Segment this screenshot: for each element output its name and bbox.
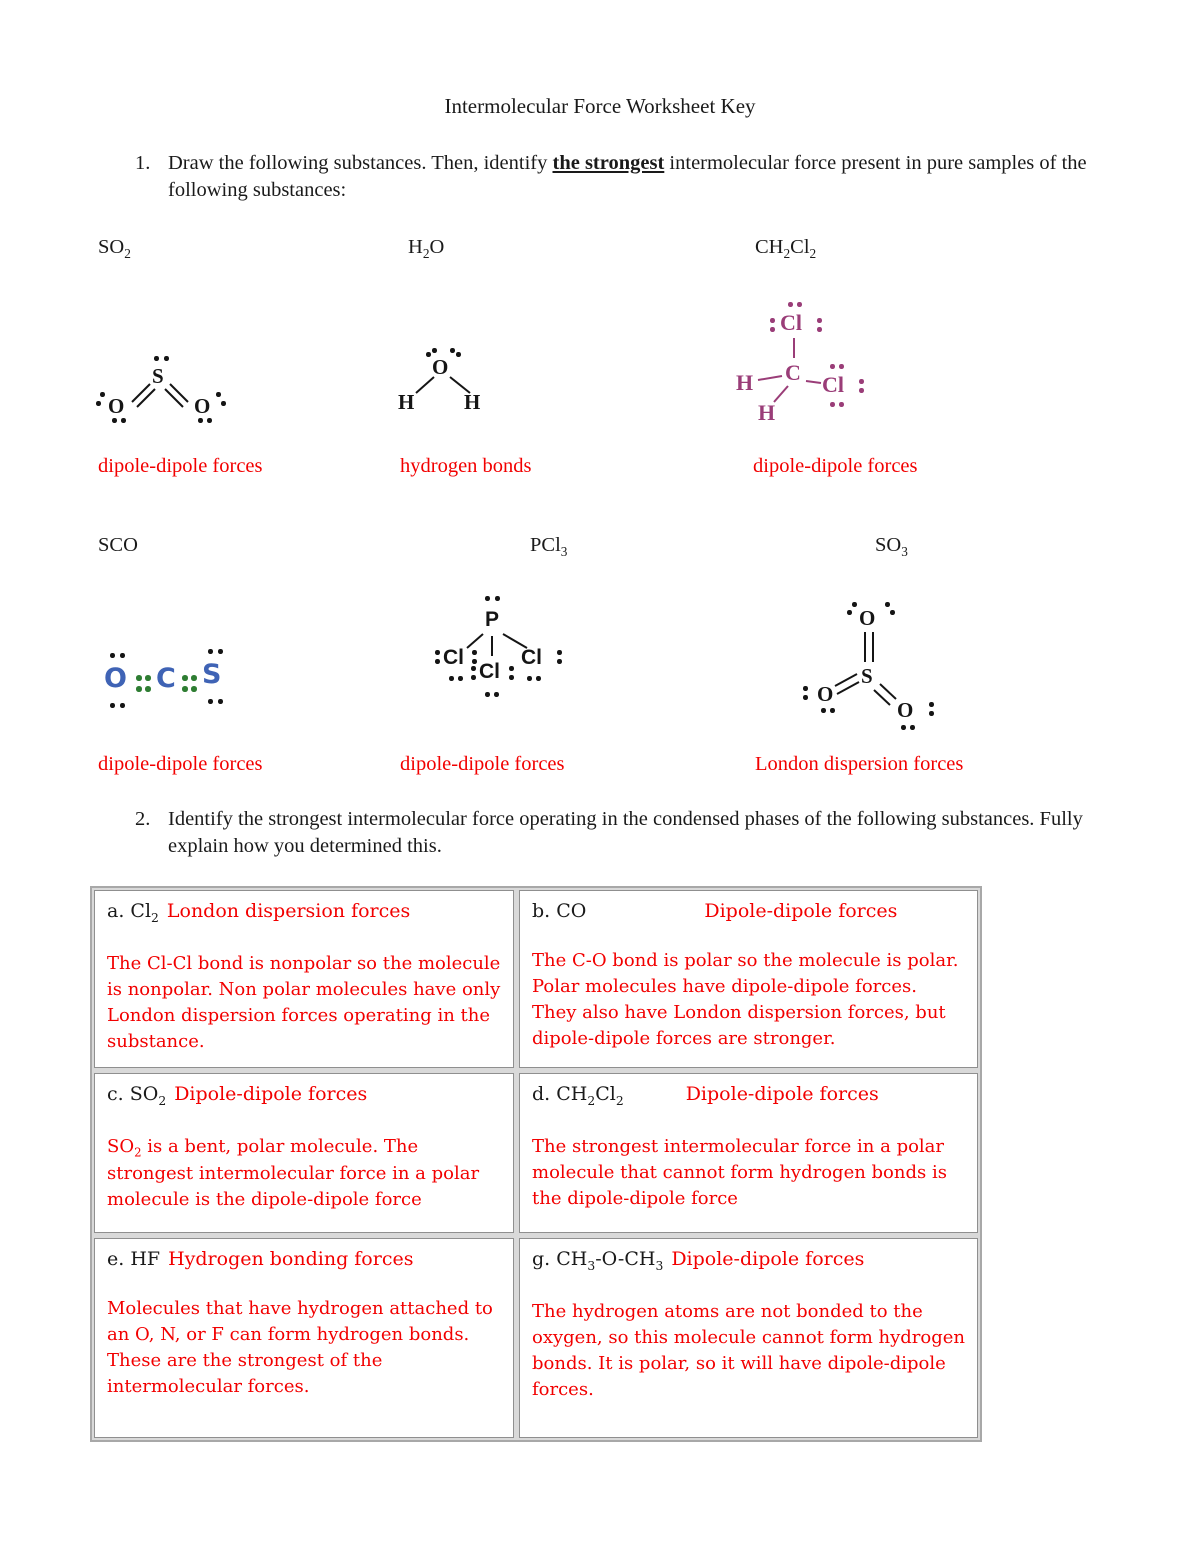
so3-sulfur-atom: S — [861, 664, 873, 688]
electron-dot — [830, 708, 835, 713]
electron-dot — [929, 702, 934, 707]
cell-g-answer: Dipole-dipole forces — [671, 1248, 865, 1270]
bond-electron-dot — [145, 686, 151, 692]
electron-dot — [218, 699, 223, 704]
bond-electron-dot — [136, 675, 142, 681]
bond-electron-dot — [136, 686, 142, 692]
cell-g-header — [532, 1248, 965, 1273]
table-cell-e — [94, 1238, 514, 1438]
electron-dot — [485, 692, 490, 697]
pcl3-chlorine-mid-atom: Cl — [479, 660, 500, 683]
sco-oxygen-atom: O — [104, 663, 127, 694]
cell-a-header — [107, 900, 501, 925]
answer-ch2cl2: dipole-dipole forces — [753, 455, 918, 477]
formula-so3: $SO_3$ — [875, 534, 908, 560]
question-1 — [135, 150, 1110, 205]
electron-dot — [435, 650, 440, 655]
electron-dot — [788, 302, 793, 307]
cell-b-header — [532, 900, 965, 922]
electron-dot — [859, 379, 864, 384]
electron-dot — [839, 364, 844, 369]
cell-b-label: b. CO — [532, 900, 587, 922]
electron-dot — [797, 302, 802, 307]
electron-dot — [471, 675, 476, 680]
ch2cl2-lewis-structure — [722, 298, 897, 433]
q1-emphasis: the strongest — [552, 152, 665, 174]
electron-dot — [472, 659, 477, 664]
electron-dot — [110, 653, 115, 658]
cell-a-answer: London dispersion forces — [166, 900, 411, 922]
electron-dot — [770, 318, 775, 323]
electron-dot — [154, 356, 159, 361]
answer-so2: dipole-dipole forces — [98, 455, 263, 477]
electron-dot — [839, 402, 844, 407]
electron-dot — [110, 703, 115, 708]
so2-oxygen-right-atom: O — [194, 394, 211, 418]
formula-h2o: $H_2O$ — [408, 236, 445, 262]
answer-pcl3: dipole-dipole forces — [400, 753, 565, 775]
ch2cl2-hydrogen-bottom-atom: H — [758, 400, 776, 425]
electron-dot — [901, 725, 906, 730]
so3-oxygen-right-atom: O — [897, 698, 914, 722]
pcl3-chlorine-right-atom: Cl — [521, 646, 542, 669]
electron-dot — [910, 725, 915, 730]
cell-a-label: a. $Cl_2$ — [107, 900, 159, 925]
h2o-lewis-structure — [390, 350, 515, 422]
so2-oxygen-left-atom: O — [108, 394, 125, 418]
electron-dot — [208, 699, 213, 704]
sco-sulfur-atom: S — [202, 659, 222, 690]
table-cell-d — [519, 1073, 978, 1233]
electron-dot — [208, 649, 213, 654]
electron-dot — [120, 653, 125, 658]
h2o-hydrogen-right-atom: H — [464, 390, 481, 414]
electron-dot — [847, 610, 852, 615]
cell-c-header — [107, 1083, 501, 1108]
electron-dot — [817, 327, 822, 332]
so3-oxygen-left-atom: O — [817, 682, 834, 706]
answer-table — [90, 886, 982, 1442]
question-2 — [135, 806, 1100, 861]
electron-dot — [803, 695, 808, 700]
ch2cl2-bonds — [722, 298, 897, 433]
sco-lewis-structure — [98, 645, 248, 717]
electron-dot — [859, 388, 864, 393]
electron-dot — [164, 356, 169, 361]
table-cell-c — [94, 1073, 514, 1233]
so3-lewis-structure — [795, 588, 975, 738]
bond-electron-dot — [145, 675, 151, 681]
formula-sco: SCO — [98, 534, 138, 556]
cell-d-explanation: The strongest intermolecular force in a polar molecule that cannot form hydrogen bonds is the dipole-dipole force — [532, 1135, 947, 1209]
cell-d-answer: Dipole-dipole forces — [685, 1083, 879, 1105]
answer-h2o: hydrogen bonds — [400, 455, 532, 477]
electron-dot — [471, 666, 476, 671]
electron-dot — [456, 352, 461, 357]
formula-so2: $SO_2$ — [98, 236, 131, 262]
cell-c-explanation: $SO_2$ is a bent, polar molecule. The strongest intermolecular force in a polar molecule is the dipole-dipole force — [107, 1135, 480, 1211]
electron-dot — [100, 392, 105, 397]
ch2cl2-hydrogen-left-atom: H — [736, 370, 754, 395]
q1-text-before: Draw the following substances. Then, identify — [168, 152, 553, 174]
cell-b-answer: Dipole-dipole forces — [704, 900, 898, 922]
bond-electron-dot — [182, 675, 188, 681]
ch2cl2-chlorine-top-atom: Cl — [780, 310, 802, 335]
electron-dot — [817, 318, 822, 323]
electron-dot — [803, 686, 808, 691]
electron-dot — [509, 675, 514, 680]
cell-g-label: g. $CH_3-O-CH_3$ — [532, 1248, 664, 1273]
cell-e-label: e. HF — [107, 1248, 161, 1270]
electron-dot — [885, 602, 890, 607]
table-cell-a — [94, 890, 514, 1068]
electron-dot — [929, 711, 934, 716]
electron-dot — [216, 392, 221, 397]
cell-a-explanation: The Cl-Cl bond is nonpolar so the molecule is nonpolar. Non polar molecules have only London dispersion forces operating in the substance. — [107, 952, 501, 1053]
question-2-number: 2. — [135, 808, 151, 830]
electron-dot — [852, 602, 857, 607]
pcl3-phosphorus-atom: P — [485, 608, 500, 631]
q1-text-after: intermolecular force present in pure samples of the following substances: — [168, 152, 1087, 202]
bond-electron-dot — [182, 686, 188, 692]
electron-dot — [509, 666, 514, 671]
electron-dot — [450, 348, 455, 353]
electron-dot — [830, 402, 835, 407]
electron-dot — [485, 596, 490, 601]
cell-d-header — [532, 1083, 965, 1108]
cell-c-answer: Dipole-dipole forces — [174, 1083, 368, 1105]
pcl3-chlorine-left-atom: Cl — [443, 646, 464, 669]
electron-dot — [890, 610, 895, 615]
electron-dot — [218, 649, 223, 654]
cell-g-explanation: The hydrogen atoms are not bonded to the oxygen, so this molecule cannot form hydrogen bonds. It is polar, so it will have dipole-dipole forces. — [532, 1300, 966, 1401]
pcl3-lewis-structure — [435, 592, 580, 714]
electron-dot — [432, 348, 437, 353]
electron-dot — [472, 650, 477, 655]
formula-pcl3: PCl$_3$ — [530, 534, 568, 560]
electron-dot — [96, 401, 101, 406]
so2-lewis-structure — [100, 352, 245, 440]
electron-dot — [449, 676, 454, 681]
electron-dot — [527, 676, 532, 681]
sco-carbon-atom: C — [156, 663, 176, 694]
electron-dot — [120, 703, 125, 708]
cell-c-label: c. $SO_2$ — [107, 1083, 167, 1108]
answer-so3: London dispersion forces — [755, 753, 964, 775]
cell-d-label: d. $CH_2Cl_2$ — [532, 1083, 624, 1108]
ch2cl2-carbon-atom: C — [785, 360, 801, 385]
electron-dot — [536, 676, 541, 681]
so3-bonds — [795, 588, 975, 738]
so3-oxygen-top-atom: O — [859, 606, 876, 630]
question-1-number: 1. — [135, 152, 151, 174]
cell-e-answer: Hydrogen bonding forces — [168, 1248, 414, 1270]
electron-dot — [770, 327, 775, 332]
answer-sco: dipole-dipole forces — [98, 753, 263, 775]
electron-dot — [112, 418, 117, 423]
ch2cl2-chlorine-right-atom: Cl — [822, 372, 844, 397]
electron-dot — [221, 401, 226, 406]
question-2-text: Identify the strongest intermolecular force operating in the condensed phases of the following substances. Fully explain how you determined this. — [168, 808, 1083, 858]
bond-electron-dot — [191, 675, 197, 681]
formula-ch2cl2: $CH_2Cl_2$ — [755, 236, 817, 262]
table-cell-b — [519, 890, 978, 1068]
cell-e-explanation: Molecules that have hydrogen attached to an O, N, or F can form hydrogen bonds. These are the strongest of the intermolecular forces. — [107, 1298, 493, 1398]
so2-sulfur-atom: S — [152, 364, 164, 388]
electron-dot — [435, 659, 440, 664]
electron-dot — [458, 676, 463, 681]
electron-dot — [821, 708, 826, 713]
question-1-text — [168, 150, 1110, 205]
cell-e-header — [107, 1248, 501, 1270]
electron-dot — [557, 659, 562, 664]
electron-dot — [198, 418, 203, 423]
table-cell-g — [519, 1238, 978, 1438]
h2o-oxygen-atom: O — [432, 355, 449, 379]
electron-dot — [830, 364, 835, 369]
electron-dot — [207, 418, 212, 423]
page-title: Intermolecular Force Worksheet Key — [444, 94, 756, 118]
bond-electron-dot — [191, 686, 197, 692]
electron-dot — [426, 352, 431, 357]
electron-dot — [494, 692, 499, 697]
electron-dot — [121, 418, 126, 423]
electron-dot — [495, 596, 500, 601]
h2o-hydrogen-left-atom: H — [398, 390, 415, 414]
electron-dot — [557, 650, 562, 655]
cell-b-explanation: The C-O bond is polar so the molecule is polar. Polar molecules have dipole-dipole forces. They also have London dispersion forces, but dipole-dipole forces are stronger. — [532, 950, 959, 1050]
